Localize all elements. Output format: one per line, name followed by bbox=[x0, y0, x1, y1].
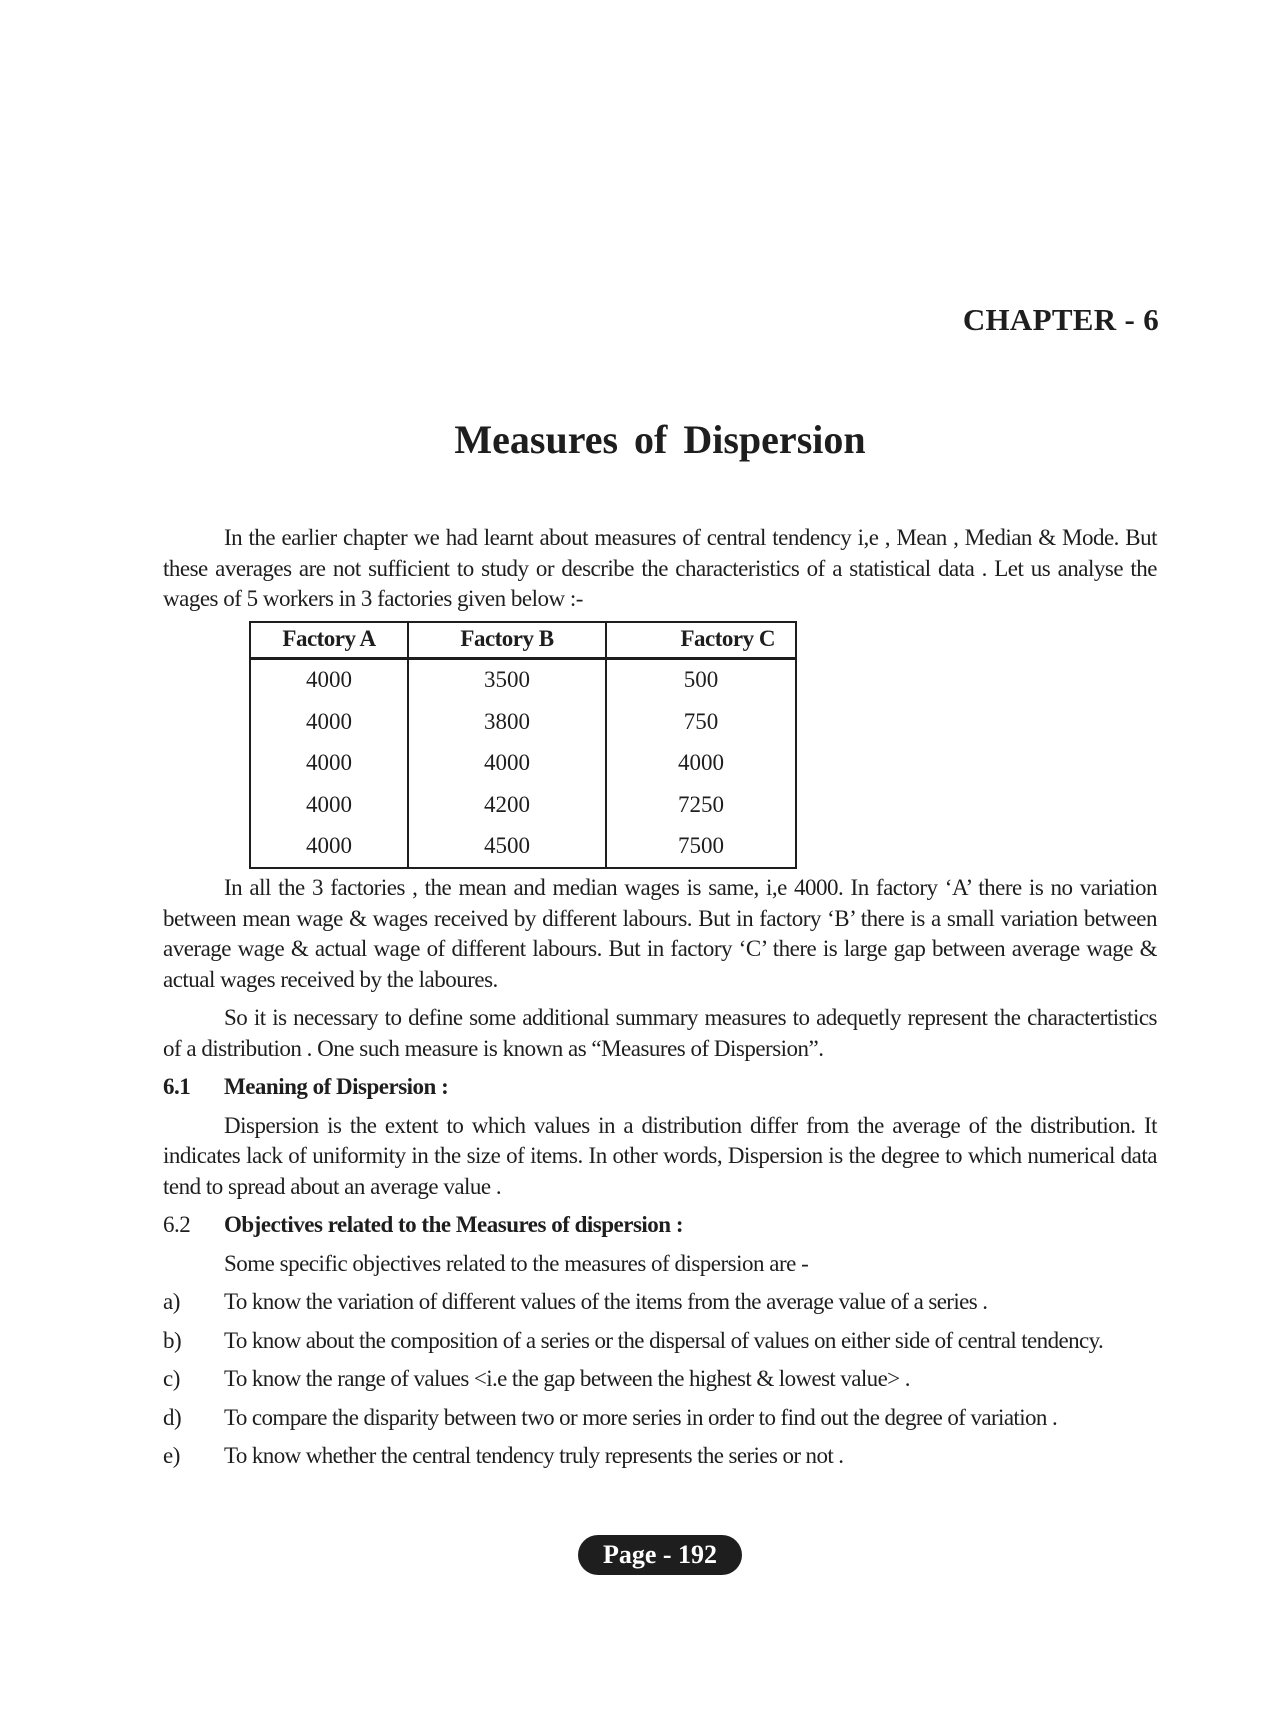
chapter-label: CHAPTER - 6 bbox=[962, 302, 1159, 337]
table-cell: 4000 bbox=[408, 743, 606, 785]
dispersion-definition-paragraph: Dispersion is the extent to which values in a distribution differ from the average of the distribution. It indicates lack of uniformity in the size of items. In other words, Dispersion is the degree to which numerical data tend to spread about an average value . bbox=[163, 1112, 1157, 1199]
section-6-1-heading bbox=[163, 1072, 1157, 1103]
table-cell: 500 bbox=[683, 667, 719, 692]
list-text: To know whether the central tendency truly represents the series or not . bbox=[224, 1443, 844, 1468]
intro-paragraph: In the earlier chapter we had learnt about measures of central tendency i,e , Mean , Median & Mode. But these averages are not sufficient to study or describe the characteristics of a statistical data . Let us analyse the wages of 5 workers in 3 factories given below :- bbox=[163, 525, 1157, 611]
table-row bbox=[250, 826, 796, 869]
objectives-lead: Some specific objectives related to the measures of dispersion are - bbox=[224, 1250, 809, 1276]
list-marker: c) bbox=[163, 1366, 180, 1391]
list-marker: e) bbox=[163, 1443, 180, 1468]
table-row bbox=[250, 701, 796, 743]
table-cell: 4000 bbox=[678, 750, 724, 775]
list-text: To know the range of values <i.e the gap between the highest & lowest value> . bbox=[224, 1366, 910, 1391]
table-cell: 4000 bbox=[250, 743, 408, 785]
wage-table-wrapper bbox=[249, 621, 1157, 870]
table-cell: 4200 bbox=[408, 784, 606, 826]
chapter-content bbox=[163, 523, 1157, 1472]
list-item bbox=[163, 1326, 1157, 1357]
list-text: To compare the disparity between two or more series in order to find out the degree of variation . bbox=[224, 1404, 1058, 1430]
list-text: To know the variation of different values of the items from the average value of a series . bbox=[224, 1289, 988, 1314]
table-cell: 4000 bbox=[250, 784, 408, 826]
list-marker: b) bbox=[163, 1327, 182, 1353]
section-6-2-heading bbox=[163, 1210, 1157, 1241]
table-cell: 4000 bbox=[250, 701, 408, 743]
table-row bbox=[250, 658, 796, 701]
table-cell: 7250 bbox=[678, 791, 724, 817]
table-cell: 4000 bbox=[250, 826, 408, 869]
list-text: To know about the composition of a series or the dispersal of values on either side of central tendency. bbox=[224, 1327, 1104, 1353]
table-cell: 7500 bbox=[678, 833, 724, 858]
header-factory-c: Factory C bbox=[606, 622, 796, 659]
wage-table bbox=[249, 621, 797, 870]
list-item bbox=[163, 1364, 1157, 1395]
table-row bbox=[250, 784, 796, 826]
necessity-paragraph: So it is necessary to define some additional summary measures to adequetly represent the charactertistics of a distribution . One such measure is known as “Measures of Dispersion”. bbox=[163, 1005, 1157, 1061]
header-factory-a: Factory A bbox=[250, 622, 408, 659]
list-item bbox=[163, 1287, 1157, 1318]
table-cell: 3500 bbox=[408, 658, 606, 701]
table-header-row bbox=[250, 622, 796, 659]
section-number: 6.1 bbox=[163, 1074, 191, 1099]
page-number-badge: Page - 192 bbox=[578, 1535, 742, 1575]
list-item bbox=[163, 1441, 1157, 1472]
table-cell: 750 bbox=[683, 708, 719, 734]
section-number: 6.2 bbox=[163, 1212, 191, 1237]
table-cell: 4000 bbox=[250, 658, 408, 701]
table-row bbox=[250, 743, 796, 785]
section-title: Meaning of Dispersion : bbox=[224, 1074, 449, 1099]
list-marker: d) bbox=[163, 1404, 182, 1430]
list-item bbox=[163, 1403, 1157, 1434]
variation-paragraph: In all the 3 factories , the mean and median wages is same, i,e 4000. In factory ‘A’ there is no variation between mean wage & wages received by different labours. But in factory ‘B’ there is a small variation between average wage & actual wage of different labours. But in factory ‘C’ there is large gap between average wage & actual wages received by the laboures. bbox=[163, 875, 1157, 992]
section-title: Objectives related to the Measures of dispersion : bbox=[224, 1212, 683, 1237]
header-factory-b: Factory B bbox=[408, 622, 606, 659]
chapter-title: Measures of Dispersion bbox=[454, 417, 866, 462]
table-cell: 3800 bbox=[408, 701, 606, 743]
list-marker: a) bbox=[163, 1289, 180, 1314]
table-cell: 4500 bbox=[408, 826, 606, 869]
